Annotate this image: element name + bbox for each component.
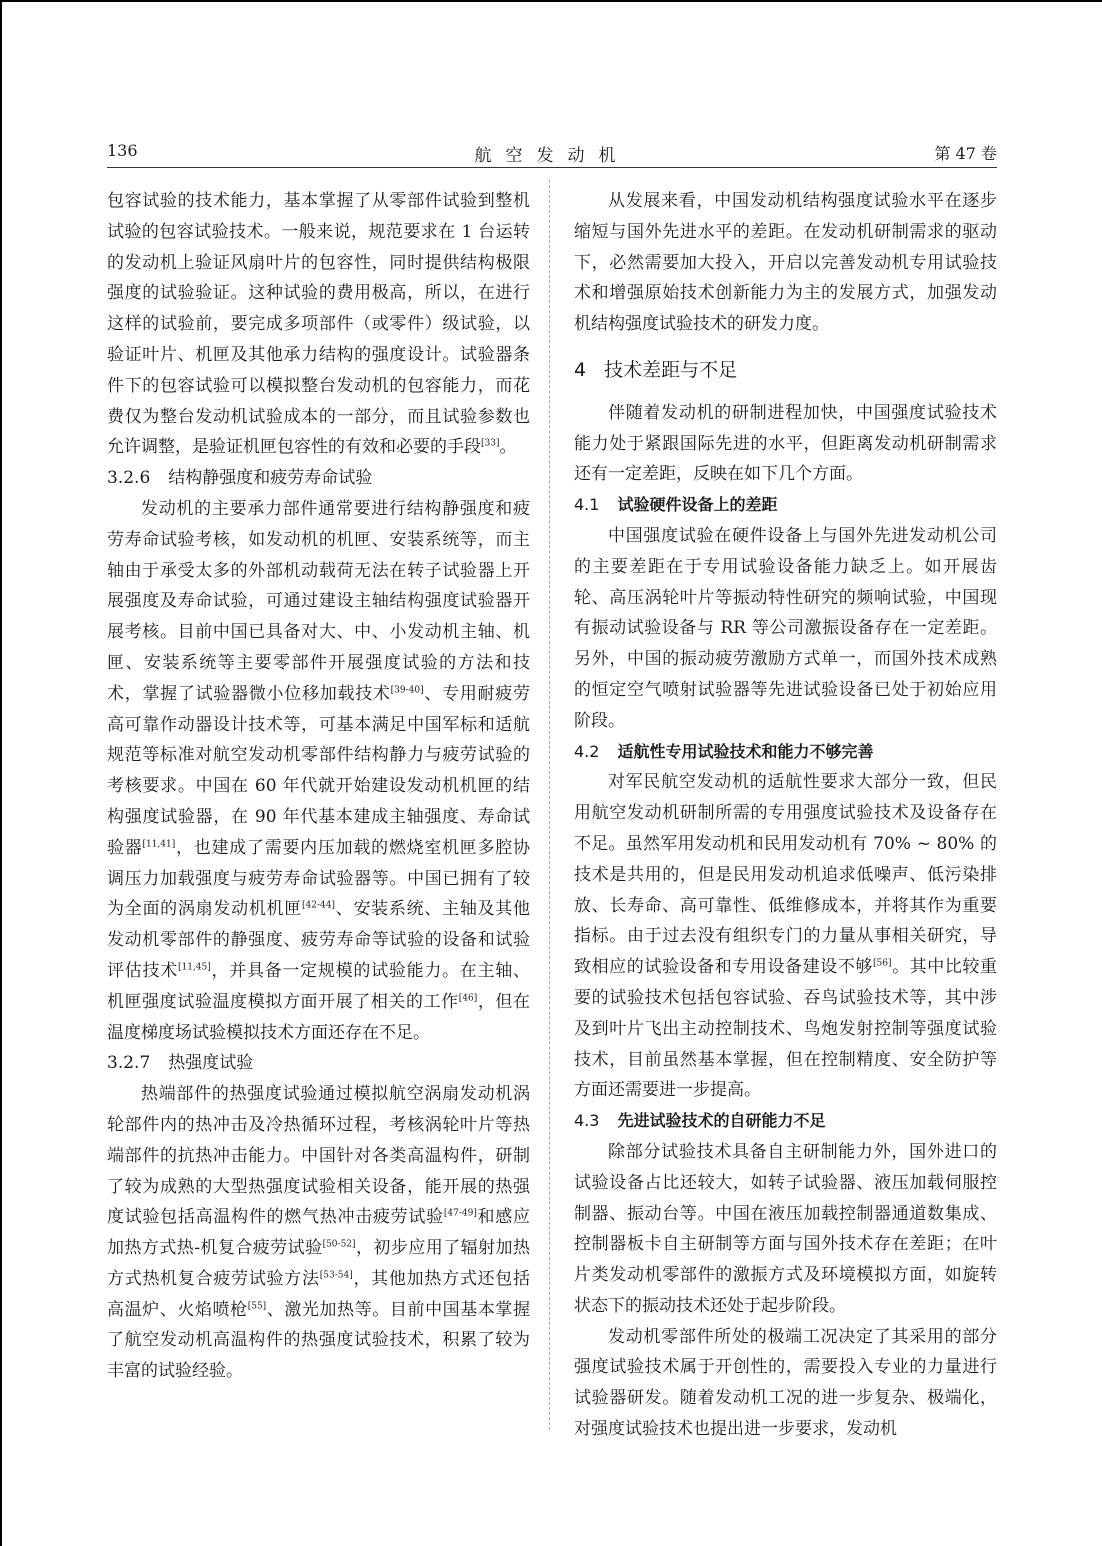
- page-frame-left: [0, 0, 2, 1546]
- citation: [53-54]: [319, 1270, 353, 1281]
- citation: [42-44]: [302, 900, 335, 911]
- section-heading-4-3: 4.3 先进试验技术的自研能力不足: [574, 1111, 826, 1131]
- citation: [39-40]: [390, 685, 424, 696]
- citation: [50-52]: [322, 1239, 356, 1250]
- paragraph: 包容试验的技术能力，基本掌握了从零部件试验到整机试验的包容试验技术。一般来说，规范要求在 1 台运转的发动机上验证风扇叶片的包容性，同时提供结构极限强度的试验验证。这种试验的费用极高，所以，在进行这样的试验前，要完成多项部件（或零件）级试验，以验证叶片、机匣及其他承力结构的强度设计。试验器条件下的包容试验可以模拟整台发动机的包容能力，而花费仅为整台发动机试验成本的一部分，而且试验参数也允许调整，是验证机匣包容性的有效和必要的手段[33]。: [107, 191, 530, 458]
- citation: [11,41]: [142, 839, 176, 850]
- page-frame-top: [0, 0, 1102, 2]
- section-heading-3-2-6: 3.2.6 结构静强度和疲劳寿命试验: [107, 468, 373, 489]
- section-heading-4: 4 技术差距与不足: [574, 358, 738, 381]
- page-number: 136: [107, 141, 138, 160]
- paragraph: 对军民航空发动机的适航性要求大部分一致，但民用航空发动机研制所需的专用强度试验技术及设备存在不足。虽然军用发动机和民用发动机有 70% ~ 80% 的技术是共用的，但是民用发动机追求低噪声、低污染排放、长寿命、高可靠性、低维修成本，并将其作为重要指标。由于过去没有组织专门的力量从事相关研究，导致相应的试验设备和专用设备建设不够[56]。其中比较重要的试验技术包括包容试验、吞鸟试验技术等，其中涉及到叶片飞出主动控制技术、鸟炮发射控制等强度试验技术，目前虽然基本掌握，但在控制精度、安全防护等方面还需要进一步提高。: [574, 772, 998, 1101]
- paragraph: 热端部件的热强度试验通过模拟航空涡扇发动机涡轮部件内的热冲击及冷热循环过程，考核涡轮叶片等热端部件的抗热冲击能力。中国针对各类高温构件，研制了较为成熟的大型热强度试验相关设备，能开展的热强度试验包括高温构件的燃气热冲击疲劳试验[47-49]和感应加热方式热-机复合疲劳试验[50-52]，初步应用了辐射加热方式热机复合疲劳试验方法[53-54]，其他加热方式还包括高温炉、火焰喷枪[55]、激光加热等。目前中国基本掌握了航空发动机高温构件的热强度试验技术，积累了较为丰富的试验经验。: [107, 1084, 531, 1382]
- citation: [55]: [247, 1301, 267, 1312]
- section-heading-3-2-7: 3.2.7 热强度试验: [107, 1053, 254, 1074]
- section-heading-4-2: 4.2 适航性专用试验技术和能力不够完善: [574, 741, 874, 761]
- paragraph: 发动机零部件所处的极端工况决定了其采用的部分强度试验技术属于开创性的，需要投入专业的力量进行试验器研发。随着发动机工况的进一步复杂、极端化，对强度试验技术也提出进一步要求，发动机: [574, 1326, 997, 1440]
- citation: [11,45]: [177, 962, 211, 973]
- paragraph: 伴随着发动机的研制进程加快，中国强度试验技术能力处于紧跟国际先进的水平，但距离发动机研制需求还有一定差距，反映在如下几个方面。: [574, 402, 997, 485]
- running-header: [107, 139, 997, 167]
- header-rule: [107, 167, 997, 168]
- column-divider: [549, 180, 550, 1430]
- paragraph: 从发展来看，中国发动机结构强度试验水平在逐步缩短与国外先进水平的差距。在发动机研制需求的驱动下，必然需要加大投入，开启以完善发动机专用试验技术和增强原始技术创新能力为主的发展方式，加强发动机结构强度试验技术的研发力度。: [574, 191, 997, 335]
- right-column: [574, 186, 997, 1445]
- citation: [46]: [458, 993, 478, 1004]
- paragraph: 除部分试验技术具备自主研制能力外，国外进口的试验设备占比还较大，如转子试验器、液压加载伺服控制器、振动台等。中国在液压加载控制器通道数集成、控制器板卡自主研制等方面与国外技术存在差距；在叶片类发动机零部件的激振方式及环境模拟方面，如旋转状态下的振动技术还处于起步阶段。: [574, 1141, 997, 1316]
- citation: [33]: [481, 438, 500, 449]
- volume-label: 第 47 卷: [934, 144, 997, 163]
- left-column: [107, 186, 530, 1387]
- paragraph: 中国强度试验在硬件设备上与国外先进发动机公司的主要差距在于专用试验设备能力缺乏上。如开展齿轮、高压涡轮叶片等振动特性研究的频响试验，中国现有振动试验设备与 RR 等公司激振设备存在一定差距。另外，中国的振动疲劳激励方式单一，而国外技术成熟的恒定空气喷射试验器等先进试验设备已处于初始应用阶段。: [574, 525, 997, 731]
- journal-title: 航空发动机: [474, 146, 630, 166]
- paragraph: 发动机的主要承力部件通常要进行结构静强度和疲劳寿命试验考核，如发动机的机匣、安装系统等，而主轴由于承受太多的外部机动载荷无法在转子试验器上开展强度及寿命试验，可通过建设主轴结构强度试验器开展考核。目前中国已具备对大、中、小发动机主轴、机匣、安装系统等主要零部件开展强度试验的方法和技术，掌握了试验器微小位移加载技术[39-40]、专用耐疲劳高可靠作动器设计技术等，可基本满足中国军标和适航规范等标准对航空发动机零部件结构静力与疲劳试验的考核要求。中国在 60 年代就开始建设发动机机匣的结构强度试验器，在 90 年代基本建成主轴强度、寿命试验器[11,41]，也建成了需要内压加载的燃烧室机匣多腔协调压力加载强度与疲劳寿命试验器等。中国已拥有了较为全面的涡扇发动机机匣[42-44]、安装系统、主轴及其他发动机零部件的静强度、疲劳寿命等试验的设备和试验评估技术[11,45]，并具备一定规模的试验能力。在主轴、机匣强度试验温度模拟方面开展了相关的工作[46]，但在温度梯度场试验模拟技术方面还存在不足。: [107, 498, 531, 1043]
- citation: [56]: [873, 958, 892, 969]
- section-heading-4-1: 4.1 试验硬件设备上的差距: [574, 495, 778, 515]
- citation: [47-49]: [443, 1208, 477, 1219]
